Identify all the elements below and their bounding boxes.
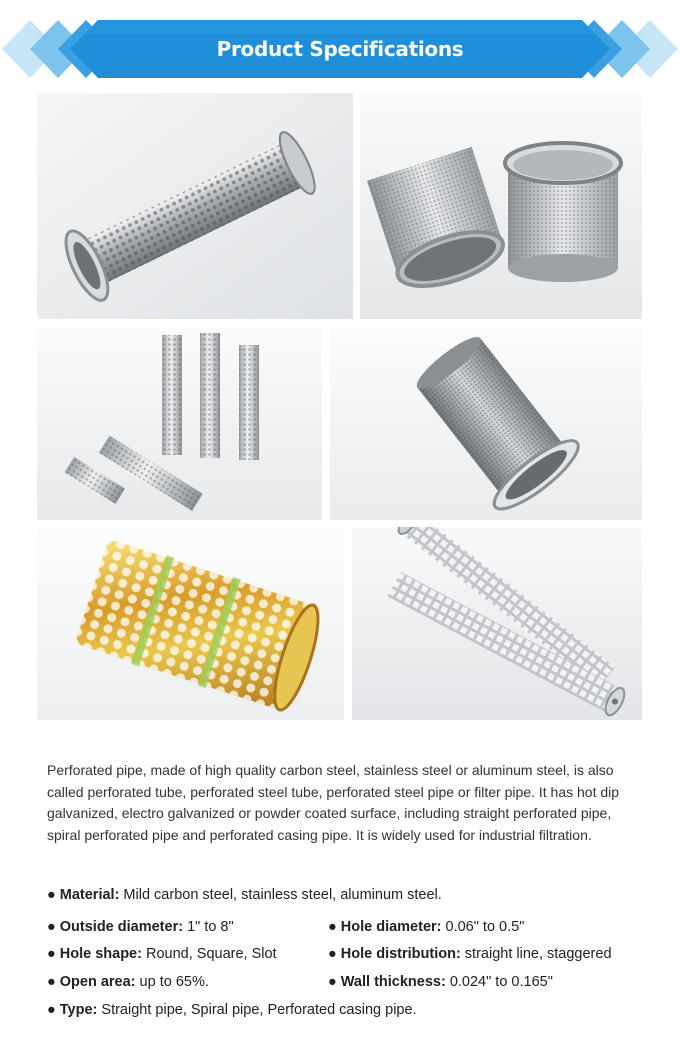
header-banner — [0, 18, 680, 80]
spec-wall-thickness — [328, 974, 553, 990]
spec-value: up to 65%. — [135, 974, 209, 990]
banner-title: Product Specifications — [216, 37, 464, 61]
spec-label: Wall thickness: — [340, 974, 446, 990]
photo-galvanized-cylinder — [37, 527, 344, 720]
photo-perforated-cartridge — [330, 327, 642, 520]
bullet-icon: ● — [47, 974, 56, 990]
bullet-icon: ● — [328, 974, 337, 990]
spec-open-area — [47, 974, 209, 990]
bullet-icon: ● — [47, 946, 56, 962]
spec-material — [47, 887, 442, 903]
spec-value: 1" to 8" — [183, 919, 234, 935]
photo-perforated-baskets — [360, 93, 642, 319]
spec-label: Material: — [59, 887, 120, 903]
spec-value: Mild carbon steel, stainless steel, aluminum steel. — [119, 887, 442, 903]
bullet-icon: ● — [328, 919, 337, 935]
spec-outside-diameter — [47, 919, 234, 935]
bullet-icon: ● — [47, 1002, 56, 1018]
photo-straight-perforated-pipes — [37, 327, 322, 520]
bullet-icon: ● — [47, 887, 56, 903]
bullet-icon: ● — [47, 919, 56, 935]
product-description: Perforated pipe, made of high quality carbon steel, stainless steel or aluminum steel, is also called perforated tube, perforated steel tube, perforated steel pipe or filter pipe. It has hot dip galvanized, electro galvanized or powder coated surface, including straight perforated pipe, spiral perforated pipe and perforated casing pipe. It is widely used for industrial filtration. — [47, 762, 620, 843]
spec-label: Outside diameter: — [59, 919, 184, 935]
spec-label: Type: — [59, 1002, 98, 1018]
spec-hole-distribution — [328, 946, 612, 962]
spec-value: 0.06" to 0.5" — [441, 919, 525, 935]
spec-type — [47, 1002, 417, 1018]
photo-perforated-tube-flange — [37, 93, 353, 319]
spec-value: straight line, staggered — [460, 946, 612, 962]
bullet-icon: ● — [328, 946, 337, 962]
spec-hole-shape — [47, 946, 277, 962]
spec-label: Open area: — [59, 974, 136, 990]
spec-value: 0.024" to 0.165" — [445, 974, 553, 990]
spec-value: Straight pipe, Spiral pipe, Perforated casing pipe. — [97, 1002, 417, 1018]
spec-label: Hole distribution: — [340, 946, 461, 962]
spec-value: Round, Square, Slot — [141, 946, 277, 962]
spec-label: Hole shape: — [59, 946, 142, 962]
spec-label: Hole diameter: — [340, 919, 442, 935]
photo-square-mesh-tubes — [352, 527, 642, 720]
spec-hole-diameter — [328, 919, 524, 935]
